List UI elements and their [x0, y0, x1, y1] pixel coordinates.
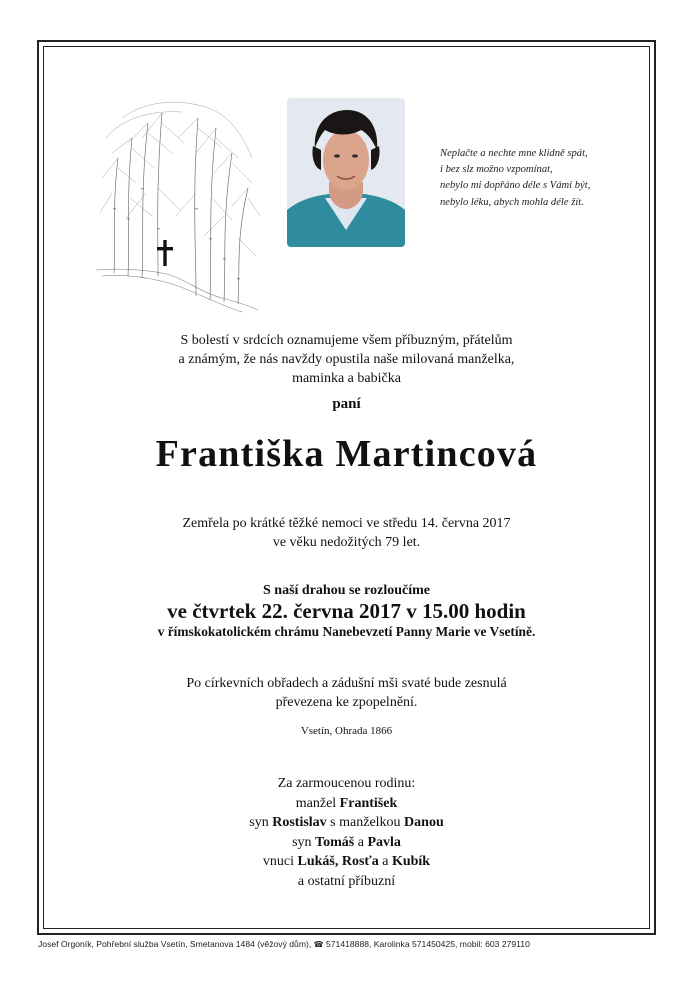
footer-contact: [38, 939, 678, 949]
mourners-list: [43, 774, 650, 892]
mourner-others: a ostatní příbuzní: [297, 873, 396, 889]
poem: [440, 146, 650, 211]
deceased-name: Františka Martincová: [155, 433, 538, 475]
footer-phones: 571418888, Karolinka 571450425, mobil: 603 279110: [325, 939, 530, 949]
portrait-photo: [287, 98, 405, 247]
death-line: ve věku nedožitých 79 let.: [272, 535, 421, 550]
cremation-notice: [43, 674, 650, 712]
birch-trees-cross-illustration: [92, 98, 262, 320]
intro-line: maminka a babička: [292, 371, 401, 386]
address: Vsetín, Ohrada 1866: [300, 725, 393, 737]
death-notice: [43, 514, 650, 552]
farewell-heading: S naší drahou se rozloučíme: [263, 583, 430, 598]
farewell-date: ve čtvrtek 22. června 2017 v 15.00 hodin: [167, 599, 526, 623]
footer-company: Josef Orgoník, Pohřební služba Vsetín, Smetanova 1484 (věžový dům),: [38, 939, 312, 949]
mourner-son-rostislav: syn Rostislav s manželkou Danou: [249, 815, 444, 831]
mourner-son-tomas: syn Tomáš a Pavla: [292, 834, 401, 850]
mourner-husband: manžel František: [295, 795, 398, 811]
poem-line: nebylo léku, abych mohla déle žít.: [440, 196, 584, 208]
cremation-line: převezena ke zpopelnění.: [275, 695, 418, 710]
poem-line: i bez slz možno vzpomínat,: [440, 164, 553, 176]
mourners-heading: Za zarmoucenou rodinu:: [277, 776, 416, 791]
portrait-image: [287, 98, 405, 247]
cremation-line: Po církevních obřadech a zádušní mši svaté bude zesnulá: [186, 676, 507, 691]
intro-line: S bolestí v srdcích oznamujeme všem příbuzným, přátelům: [180, 333, 513, 348]
intro-line: a známým, že nás navždy opustila naše milovaná manželka,: [178, 352, 515, 367]
poem-line: Neplačte a nechte mne klidně spát,: [440, 148, 588, 159]
salutation: paní: [332, 396, 361, 412]
death-line: Zemřela po krátké těžké nemoci ve středu 14. června 2017: [182, 516, 511, 531]
announcement-intro: [43, 331, 650, 388]
farewell-place: v římskokatolickém chrámu Nanebevzetí Panny Marie ve Vsetíně.: [157, 624, 536, 639]
phone-icon: ☎: [313, 940, 324, 949]
poem-line: nebylo mi dopřáno déle s Vámi být,: [440, 180, 591, 192]
mourner-grandsons: vnuci Lukáš, Rosťa a Kubík: [262, 854, 431, 870]
